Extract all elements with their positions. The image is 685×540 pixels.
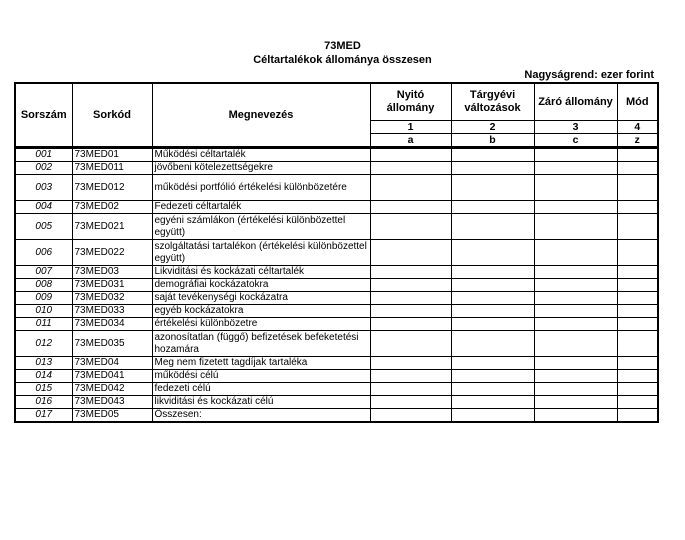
mod-value-cell[interactable]: [617, 175, 658, 201]
mod-value-cell[interactable]: [617, 201, 658, 214]
table-row: [15, 162, 658, 175]
row-code: 73MED021: [72, 214, 152, 240]
col-letter: a: [370, 134, 451, 148]
row-seq: 003: [15, 175, 72, 201]
opening-value-cell[interactable]: [370, 162, 451, 175]
changes-value-cell[interactable]: [451, 162, 534, 175]
closing-value-cell[interactable]: [534, 396, 617, 409]
table-row: [15, 357, 658, 370]
row-name: Működési céltartalék: [152, 148, 370, 162]
col-letter: c: [534, 134, 617, 148]
opening-value-cell[interactable]: [370, 292, 451, 305]
mod-value-cell[interactable]: [617, 305, 658, 318]
closing-value-cell[interactable]: [534, 175, 617, 201]
form-title: Céltartalékok állománya összesen: [253, 54, 432, 66]
row-name: fedezeti célú: [152, 383, 370, 396]
changes-value-cell[interactable]: [451, 331, 534, 357]
changes-value-cell[interactable]: [451, 201, 534, 214]
mod-value-cell[interactable]: [617, 409, 658, 423]
table-row: [15, 240, 658, 266]
closing-value-cell[interactable]: [534, 305, 617, 318]
changes-value-cell[interactable]: [451, 240, 534, 266]
row-code: 73MED022: [72, 240, 152, 266]
row-code: 73MED012: [72, 175, 152, 201]
table-row: [15, 370, 658, 383]
table-row: [15, 279, 658, 292]
mod-value-cell[interactable]: [617, 318, 658, 331]
closing-value-cell[interactable]: [534, 214, 617, 240]
table-row: [15, 148, 658, 162]
closing-value-cell[interactable]: [534, 357, 617, 370]
row-name: likviditási és kockázati célú: [152, 396, 370, 409]
row-name: működési célú: [152, 370, 370, 383]
closing-value-cell[interactable]: [534, 240, 617, 266]
mod-value-cell[interactable]: [617, 357, 658, 370]
row-code: 73MED034: [72, 318, 152, 331]
changes-value-cell[interactable]: [451, 214, 534, 240]
row-code: 73MED05: [72, 409, 152, 423]
opening-value-cell[interactable]: [370, 148, 451, 162]
col-header-mod: Mód: [617, 83, 658, 121]
row-seq: 013: [15, 357, 72, 370]
opening-value-cell[interactable]: [370, 201, 451, 214]
changes-value-cell[interactable]: [451, 409, 534, 423]
row-seq: 010: [15, 305, 72, 318]
row-code: 73MED03: [72, 266, 152, 279]
opening-value-cell[interactable]: [370, 409, 451, 423]
col-letter: b: [451, 134, 534, 148]
opening-value-cell[interactable]: [370, 279, 451, 292]
changes-value-cell[interactable]: [451, 266, 534, 279]
table-row: [15, 396, 658, 409]
table-row: [15, 266, 658, 279]
opening-value-cell[interactable]: [370, 370, 451, 383]
mod-value-cell[interactable]: [617, 370, 658, 383]
opening-value-cell[interactable]: [370, 396, 451, 409]
table-body: [15, 148, 658, 423]
row-name: azonosítatlan (függő) befizetések befeketetési hozamára: [152, 331, 370, 357]
row-name: Meg nem fizetett tagdíjak tartaléka: [152, 357, 370, 370]
row-name: értékelési különbözetre: [152, 318, 370, 331]
row-code: 73MED043: [72, 396, 152, 409]
row-code: 73MED032: [72, 292, 152, 305]
row-code: 73MED041: [72, 370, 152, 383]
col-number: 4: [617, 121, 658, 134]
table-row: [15, 409, 658, 423]
row-seq: 007: [15, 266, 72, 279]
mod-value-cell[interactable]: [617, 240, 658, 266]
row-seq: 008: [15, 279, 72, 292]
col-header-closing: Záró állomány: [534, 83, 617, 121]
mod-value-cell[interactable]: [617, 279, 658, 292]
changes-value-cell[interactable]: [451, 396, 534, 409]
table-row: [15, 292, 658, 305]
closing-value-cell[interactable]: [534, 148, 617, 162]
opening-value-cell[interactable]: [370, 266, 451, 279]
row-seq: 014: [15, 370, 72, 383]
closing-value-cell[interactable]: [534, 162, 617, 175]
col-letter: z: [617, 134, 658, 148]
row-seq: 002: [15, 162, 72, 175]
table-row: [15, 318, 658, 331]
table-row: [15, 331, 658, 357]
changes-value-cell[interactable]: [451, 175, 534, 201]
row-code: 73MED04: [72, 357, 152, 370]
opening-value-cell[interactable]: [370, 240, 451, 266]
table-row: [15, 305, 658, 318]
row-name: egyéb kockázatokra: [152, 305, 370, 318]
opening-value-cell[interactable]: [370, 305, 451, 318]
opening-value-cell[interactable]: [370, 331, 451, 357]
changes-value-cell[interactable]: [451, 318, 534, 331]
row-seq: 009: [15, 292, 72, 305]
row-name: Fedezeti céltartalék: [152, 201, 370, 214]
table-row: [15, 175, 658, 201]
changes-value-cell[interactable]: [451, 148, 534, 162]
opening-value-cell[interactable]: [370, 175, 451, 201]
col-header-opening: Nyitó állomány: [370, 83, 451, 121]
row-name: működési portfólió értékelési különbözetére: [152, 175, 370, 201]
row-code: 73MED02: [72, 201, 152, 214]
changes-value-cell[interactable]: [451, 292, 534, 305]
table-row: [15, 201, 658, 214]
col-number: 3: [534, 121, 617, 134]
form-code: 73MED: [324, 40, 361, 52]
closing-value-cell[interactable]: [534, 279, 617, 292]
mod-value-cell[interactable]: [617, 292, 658, 305]
closing-value-cell[interactable]: [534, 201, 617, 214]
closing-value-cell[interactable]: [534, 383, 617, 396]
opening-value-cell[interactable]: [370, 214, 451, 240]
closing-value-cell[interactable]: [534, 409, 617, 423]
changes-value-cell[interactable]: [451, 305, 534, 318]
mod-value-cell[interactable]: [617, 214, 658, 240]
row-seq: 012: [15, 331, 72, 357]
changes-value-cell[interactable]: [451, 279, 534, 292]
row-name: jövőbeni kötelezettségekre: [152, 162, 370, 175]
opening-value-cell[interactable]: [370, 318, 451, 331]
opening-value-cell[interactable]: [370, 357, 451, 370]
row-code: 73MED01: [72, 148, 152, 162]
col-number: 1: [370, 121, 451, 134]
closing-value-cell[interactable]: [534, 370, 617, 383]
row-name: Összesen:: [152, 409, 370, 423]
row-seq: 016: [15, 396, 72, 409]
row-code: 73MED031: [72, 279, 152, 292]
col-header-seq: Sorszám: [15, 83, 72, 148]
row-code: 73MED033: [72, 305, 152, 318]
row-name: szolgáltatási tartalékon (értékelési különbözettel együtt): [152, 240, 370, 266]
row-seq: 001: [15, 148, 72, 162]
closing-value-cell[interactable]: [534, 318, 617, 331]
closing-value-cell[interactable]: [534, 266, 617, 279]
row-seq: 005: [15, 214, 72, 240]
mod-value-cell[interactable]: [617, 383, 658, 396]
changes-value-cell[interactable]: [451, 370, 534, 383]
row-name: demográfiai kockázatokra: [152, 279, 370, 292]
row-code: 73MED035: [72, 331, 152, 357]
col-header-name: Megnevezés: [152, 83, 370, 148]
reserves-table: [14, 82, 659, 423]
col-header-changes: Tárgyévi változások: [451, 83, 534, 121]
row-code: 73MED042: [72, 383, 152, 396]
changes-value-cell[interactable]: [451, 357, 534, 370]
col-header-code: Sorkód: [72, 83, 152, 148]
row-name: Likviditási és kockázati céltartalék: [152, 266, 370, 279]
unit-note: Nagyságrend: ezer forint: [524, 69, 654, 81]
col-number: 2: [451, 121, 534, 134]
row-name: saját tevékenységi kockázatra: [152, 292, 370, 305]
row-name: egyéni számlákon (értékelési különbözettel együtt): [152, 214, 370, 240]
row-seq: 017: [15, 409, 72, 423]
closing-value-cell[interactable]: [534, 292, 617, 305]
table-row: [15, 214, 658, 240]
changes-value-cell[interactable]: [451, 383, 534, 396]
mod-value-cell[interactable]: [617, 331, 658, 357]
row-seq: 006: [15, 240, 72, 266]
mod-value-cell[interactable]: [617, 148, 658, 162]
table-row: [15, 383, 658, 396]
closing-value-cell[interactable]: [534, 331, 617, 357]
mod-value-cell[interactable]: [617, 396, 658, 409]
opening-value-cell[interactable]: [370, 383, 451, 396]
mod-value-cell[interactable]: [617, 162, 658, 175]
row-seq: 004: [15, 201, 72, 214]
row-seq: 011: [15, 318, 72, 331]
row-seq: 015: [15, 383, 72, 396]
row-code: 73MED011: [72, 162, 152, 175]
mod-value-cell[interactable]: [617, 266, 658, 279]
